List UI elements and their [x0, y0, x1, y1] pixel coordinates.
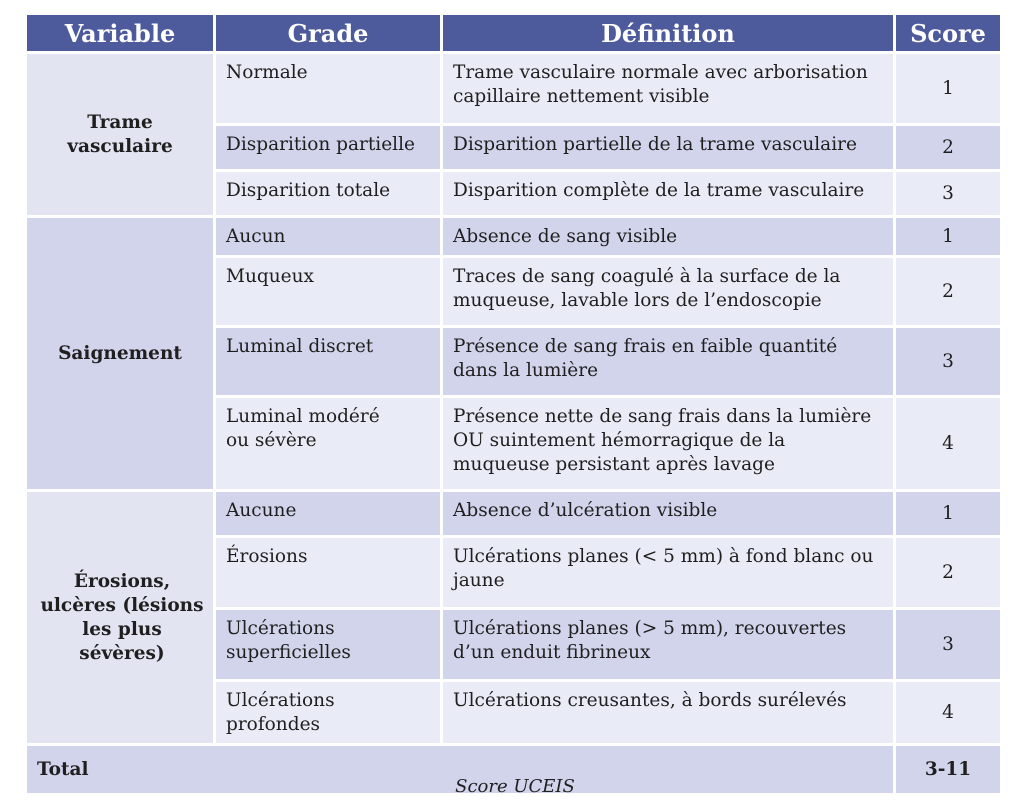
grade-cell: Aucune	[216, 492, 440, 535]
definition-cell: Traces de sang coagulé à la surface de la muqueuse, lavable lors de l’endoscopie	[443, 258, 893, 325]
score-cell: 1	[896, 54, 1000, 123]
score-cell: 3	[896, 172, 1000, 215]
score-cell: 2	[896, 258, 1000, 325]
table-caption: Score UCEIS	[455, 776, 575, 797]
definition-cell: Trame vasculaire normale avec arborisation capillaire nettement visible	[443, 54, 893, 123]
grade-label: Luminal modéré ou sévère	[226, 406, 380, 451]
header-grade: Grade	[216, 15, 440, 51]
grade-cell: Normale	[216, 54, 440, 123]
definition-cell: Ulcérations creusantes, à bords surélevés	[443, 682, 893, 743]
uceis-table	[24, 12, 1003, 796]
score-cell: 2	[896, 126, 1000, 169]
header-definition: Définition	[443, 15, 893, 51]
table-row	[27, 492, 1000, 535]
definition-cell: Disparition complète de la trame vasculaire	[443, 172, 893, 215]
header-row	[27, 15, 1000, 51]
grade-cell: Ulcérations profondes	[216, 682, 440, 743]
header-score: Score	[896, 15, 1000, 51]
definition-cell: Présence de sang frais en faible quantité dans la lumière	[443, 328, 893, 395]
definition-cell: Présence nette de sang frais dans la lumière OU suintement hémorragique de la muqueuse persistant après lavage	[443, 398, 893, 489]
variable-label: Trame vasculaire	[67, 112, 173, 157]
grade-cell: Aucun	[216, 218, 440, 255]
variable-cell-saignement: Saignement	[27, 218, 213, 489]
grade-cell: Ulcérations superficielles	[216, 610, 440, 679]
definition-cell: Absence de sang visible	[443, 218, 893, 255]
grade-cell: Disparition totale	[216, 172, 440, 215]
definition-cell: Absence d’ulcération visible	[443, 492, 893, 535]
grade-cell	[216, 398, 440, 489]
score-cell: 2	[896, 538, 1000, 607]
score-cell: 3	[896, 328, 1000, 395]
definition-cell: Disparition partielle de la trame vasculaire	[443, 126, 893, 169]
variable-cell-erosions-ulceres	[27, 492, 213, 743]
definition-cell: Ulcérations planes (< 5 mm) à fond blanc ou jaune	[443, 538, 893, 607]
grade-cell: Muqueux	[216, 258, 440, 325]
table-row	[27, 54, 1000, 123]
variable-cell-trame-vasculaire	[27, 54, 213, 215]
total-score: 3-11	[896, 746, 1000, 793]
grade-cell: Disparition partielle	[216, 126, 440, 169]
grade-cell: Érosions	[216, 538, 440, 607]
variable-label: Érosions, ulcères (lésions les plus sévères)	[40, 571, 204, 664]
score-cell: 4	[896, 398, 1000, 489]
table-row	[27, 218, 1000, 255]
score-cell: 1	[896, 218, 1000, 255]
header-variable: Variable	[27, 15, 213, 51]
score-cell: 4	[896, 682, 1000, 743]
score-cell: 1	[896, 492, 1000, 535]
total-label: Total	[27, 746, 893, 793]
grade-cell: Luminal discret	[216, 328, 440, 395]
definition-cell: Ulcérations planes (> 5 mm), recouvertes d’un enduit fibrineux	[443, 610, 893, 679]
score-cell: 3	[896, 610, 1000, 679]
